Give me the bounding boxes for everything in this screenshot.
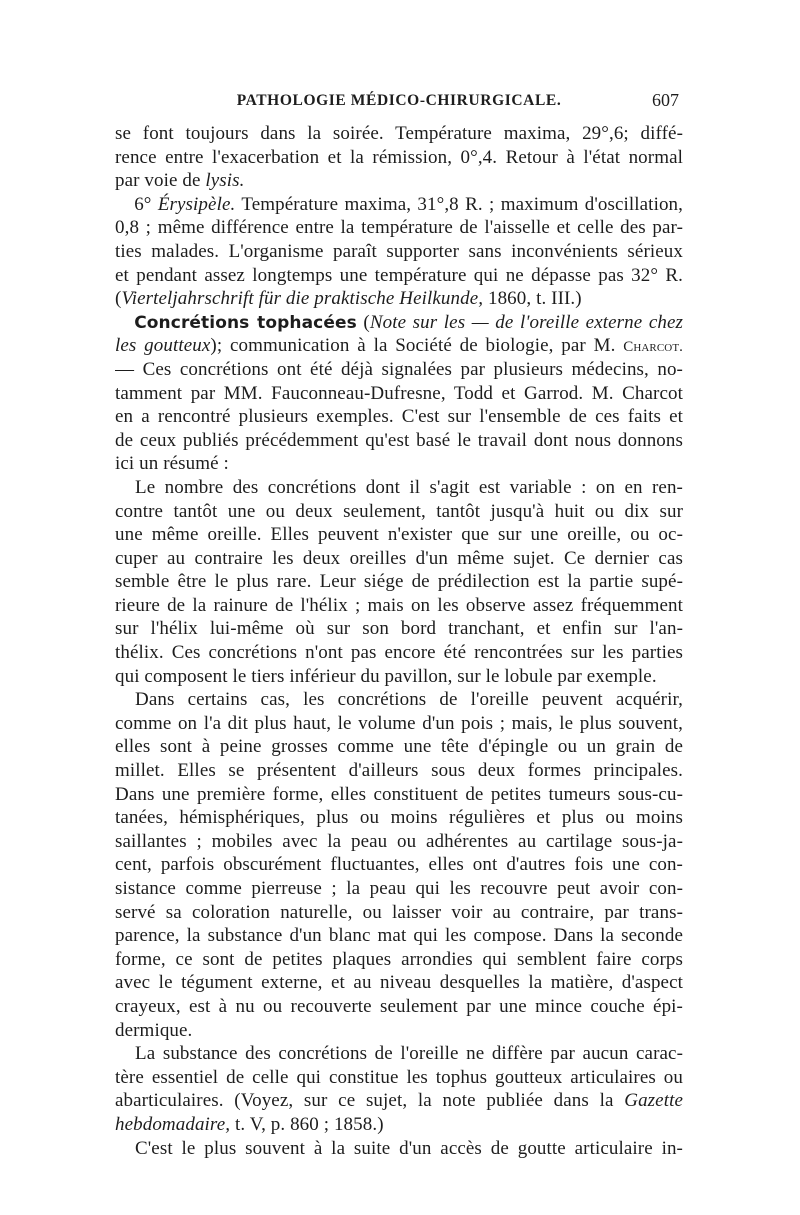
text-fragment: Température maxima, 31°,8 R. ; maximum d'oscillation,	[235, 193, 683, 215]
paragraph-1	[115, 122, 683, 193]
text-line: saillantes ; mobiles avec la peau ou adhérentes au cartilage sous-ja-	[115, 830, 683, 852]
text-line: C'est le plus souvent à la suite d'un accès de goutte articulaire in-	[135, 1137, 683, 1159]
paragraph-5	[115, 688, 683, 1042]
text-line: La substance des concrétions de l'oreille ne diffère par aucun carac-	[135, 1043, 683, 1065]
text-line: tamment par MM. Fauconneau-Dufresne, Todd et Garrod. M. Charcot	[115, 382, 683, 404]
text-line: et pendant assez longtemps une température qui ne dépasse pas 32° R.	[115, 264, 683, 286]
text-line: millet. Elles se présentent d'ailleurs sous deux formes principales.	[115, 760, 683, 782]
page-number: 607	[652, 90, 679, 110]
text-line	[115, 311, 683, 335]
text-line: tère essentiel de celle qui constitue les tophus goutteux articulaires ou	[115, 1066, 683, 1088]
text-fragment: 6°	[134, 193, 158, 215]
author-name: Charcot.	[623, 339, 683, 356]
text-line: servé sa coloration naturelle, ou laisser voir au contraire, par trans-	[115, 901, 683, 923]
paragraph-2	[115, 193, 683, 311]
text-line: Dans une première forme, elles constituent de petites tumeurs sous-cu-	[115, 783, 683, 805]
text-line: crayeux, est à nu ou recouverte seulement par une mince couche épi-	[115, 995, 683, 1017]
text-line: ici un résumé :	[115, 453, 229, 475]
running-title: PATHOLOGIE MÉDICO-CHIRURGICALE.	[236, 92, 562, 109]
gazette-title: Gazette	[624, 1090, 683, 1112]
text-line	[115, 169, 683, 193]
text-line: tanées, hémisphériques, plus ou moins régulières et plus ou moins	[115, 807, 683, 829]
text-line: comme on l'a dit plus haut, le volume d'un pois ; mais, le plus souvent,	[115, 712, 683, 734]
text-line	[115, 1113, 683, 1137]
text-line: rence entre l'exacerbation et la rémission, 0°,4. Retour à l'état normal	[115, 146, 683, 168]
text-fragment: par voie de	[115, 170, 206, 192]
text-line: qui composent le tiers inférieur du pavillon, sur le lobule par exemple.	[115, 665, 657, 687]
running-head	[115, 92, 683, 122]
note-title-end: les goutteux	[115, 335, 211, 357]
text-line: cent, parfois obscurément fluctuantes, elles ont d'autres fois une con-	[115, 854, 683, 876]
text-line: sistance comme pierreuse ; la peau qui les recouvre peut avoir con-	[115, 878, 683, 899]
text-line: se font toujours dans la soirée. Température maxima, 29°,6; diffé-	[115, 123, 683, 144]
text-line: elles sont à peine grosses comme une tête d'épingle ou un grain de	[115, 736, 683, 758]
text-line: en a rencontré plusieurs exemples. C'est sur l'ensemble de ces faits et	[115, 406, 683, 428]
section-heading: Concrétions tophacées	[134, 312, 357, 333]
text-line: forme, ce sont de petites plaques arrondies qui semblent faire corps	[115, 948, 683, 970]
text-line: ties malades. L'organisme paraît supporter sans inconvénients sérieux	[115, 240, 683, 262]
note-title: Note sur les — de l'oreille externe chez	[369, 311, 683, 333]
text-line: sur l'hélix lui-même où sur son bord tranchant, et enfin sur l'an-	[115, 618, 683, 640]
text-line: avec le tégument externe, et au niveau desquelles la matière, d'aspect	[115, 972, 683, 994]
text-line: de ceux publiés précédemment qu'est basé le travail dont nous donnons	[115, 429, 683, 451]
erysipele-term: Érysipèle.	[157, 193, 236, 215]
text-line: thélix. Ces concrétions n'ont pas encore été rencontrées sur les parties	[115, 642, 683, 664]
text-line: — Ces concrétions ont été déjà signalées par plusieurs médecins, no-	[115, 358, 683, 380]
text-line: semble être le plus rare. Leur siége de prédilection est la partie supé-	[115, 571, 683, 593]
lysis-term: lysis.	[205, 170, 245, 192]
text-line	[115, 287, 683, 311]
text-line	[115, 193, 683, 217]
text-fragment: ); communication à la Société de biologie, par M.	[210, 335, 624, 357]
text-line: une même oreille. Elles peuvent n'exister que sur une oreille, ou oc-	[115, 524, 683, 546]
hebdo-title: hebdomadaire,	[115, 1113, 231, 1135]
text-line: Dans certains cas, les concrétions de l'oreille peuvent acquérir,	[135, 689, 683, 711]
text-fragment: (	[356, 311, 370, 333]
text-fragment: (	[115, 288, 122, 310]
text-fragment: abarticulaires. (Voyez, sur ce sujet, la note publiée dans la	[115, 1090, 625, 1112]
text-body	[115, 122, 683, 1160]
text-line: Le nombre des concrétions dont il s'agit est variable : on en ren-	[135, 476, 683, 498]
book-page	[115, 92, 683, 1182]
text-line: 0,8 ; même différence entre la température de l'aisselle et celle des par-	[115, 217, 683, 239]
journal-citation: Vierteljahrschrift für die praktische Heilkunde,	[121, 288, 484, 310]
text-line: dermique.	[115, 1019, 193, 1041]
text-fragment: t. V, p. 860 ; 1858.)	[230, 1113, 384, 1135]
text-line	[115, 334, 683, 358]
text-line: parence, la substance d'un blanc mat qui les compose. Dans la seconde	[115, 925, 683, 947]
text-line: cuper au contraire les deux oreilles d'un même sujet. Ce dernier cas	[115, 547, 683, 569]
paragraph-4	[115, 476, 683, 688]
text-line: contre tantôt une ou deux seulement, tantôt jusqu'à huit ou dix sur	[115, 500, 683, 522]
paragraph-6	[115, 1042, 683, 1136]
text-line: rieure de la rainure de l'hélix ; mais on les observe assez fréquemment	[115, 594, 683, 616]
text-fragment: 1860, t. III.)	[483, 288, 582, 310]
paragraph-3	[115, 311, 683, 476]
paragraph-7	[115, 1137, 683, 1161]
text-line	[115, 1089, 683, 1113]
